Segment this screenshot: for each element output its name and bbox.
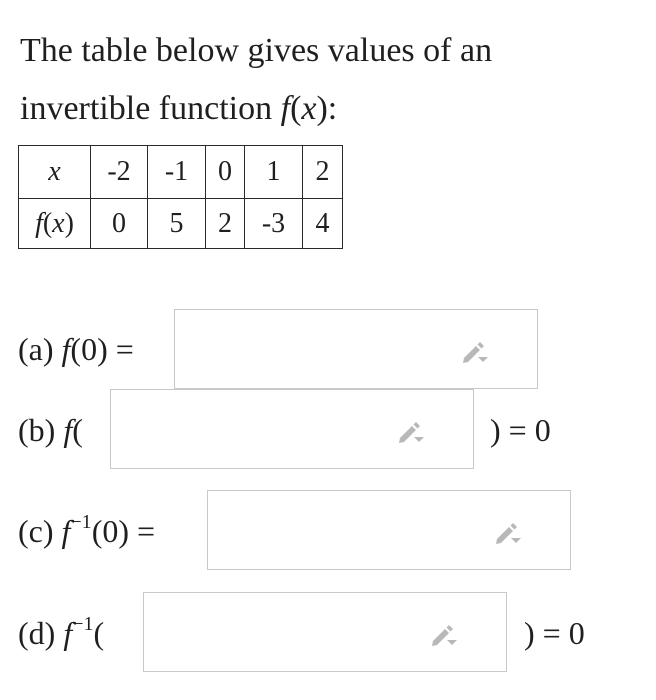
- table-cell-x: -1: [148, 146, 206, 199]
- part-c-func: f: [61, 513, 71, 549]
- table-cell-fx: 0: [91, 199, 148, 249]
- table-cell-fx: 5: [148, 199, 206, 249]
- table-cell-x: 2: [303, 146, 343, 199]
- table-header-x: x: [19, 146, 91, 199]
- intro-func-name: f: [280, 90, 291, 127]
- intro-paren-close: ):: [316, 90, 338, 127]
- intro-line-1: The table below gives values of an: [20, 32, 493, 69]
- pencil-icon[interactable]: [394, 418, 430, 446]
- answer-box-d[interactable]: [143, 592, 507, 672]
- intro-var: x: [301, 90, 317, 127]
- part-c-expression: (0) =: [91, 513, 156, 549]
- table-header-fx-func: f: [35, 207, 43, 239]
- part-c-letter: (c): [18, 513, 62, 549]
- table-cell-fx: 2: [206, 199, 245, 249]
- part-a-label: [18, 329, 134, 369]
- intro-line-2-text: invertible function: [20, 90, 281, 127]
- table-header-fx: [19, 199, 91, 249]
- part-b-func: f: [63, 412, 73, 448]
- part-a-letter: (a): [18, 331, 62, 367]
- part-d-inverse-exponent: −1: [72, 613, 94, 635]
- pencil-icon[interactable]: [427, 621, 463, 649]
- part-d-equals-zero: ) = 0: [524, 615, 585, 651]
- part-c-inverse-exponent: −1: [70, 511, 92, 533]
- answer-box-b[interactable]: [110, 389, 474, 469]
- part-c-label: [18, 511, 155, 551]
- part-b-equals-zero: ) = 0: [490, 412, 551, 448]
- part-d-paren: (: [93, 615, 105, 651]
- table-cell-x: -2: [91, 146, 148, 199]
- table-header-fx-var: x: [52, 207, 65, 239]
- part-d-label: [18, 613, 104, 653]
- part-d-func: f: [63, 615, 73, 651]
- table-cell-x: 0: [206, 146, 245, 199]
- part-a-func: f: [61, 331, 71, 367]
- table-row-fx: [19, 199, 343, 249]
- table-cell-fx: 4: [303, 199, 343, 249]
- table-cell-fx: -3: [245, 199, 303, 249]
- table-header-fx-close: ): [64, 207, 74, 239]
- part-d-letter: (d): [18, 615, 64, 651]
- part-b-letter: (b): [18, 412, 64, 448]
- table-row-x: [19, 146, 343, 199]
- part-b-label: [18, 410, 83, 450]
- answer-box-c[interactable]: [207, 490, 571, 570]
- pencil-icon[interactable]: [491, 519, 527, 547]
- intro-line-2: [20, 80, 620, 138]
- table-cell-x: 1: [245, 146, 303, 199]
- table-header-fx-open: (: [42, 207, 53, 239]
- answer-box-a[interactable]: [174, 309, 538, 389]
- pencil-icon[interactable]: [458, 338, 494, 366]
- part-b-paren: (: [72, 412, 83, 448]
- function-values-table: [18, 145, 343, 249]
- intro-paren-open: (: [290, 90, 302, 127]
- part-a-expression: (0) =: [70, 331, 134, 367]
- problem-statement: [20, 22, 620, 138]
